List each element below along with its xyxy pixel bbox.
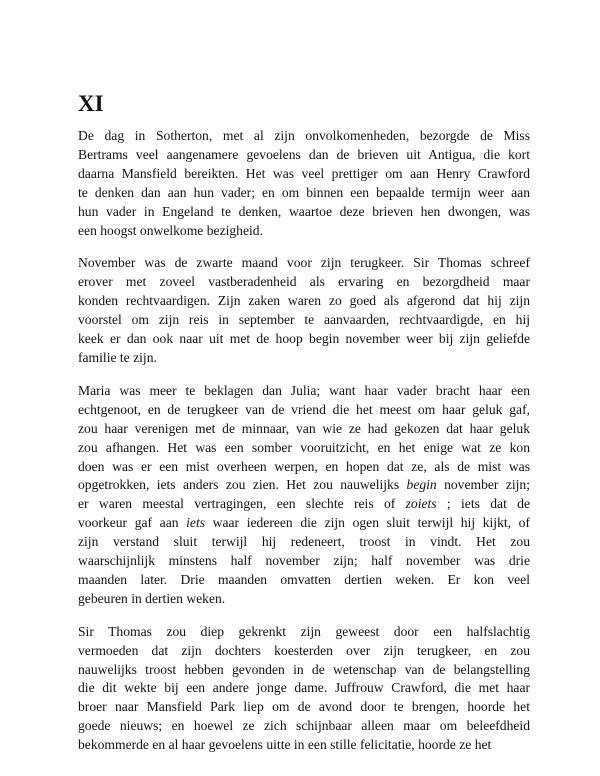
- chapter-body: [78, 127, 530, 755]
- text-line: [78, 590, 530, 609]
- text-run: vermoeden dat zijn dochters koesterden over zijn terugkeer, en zou: [78, 642, 530, 658]
- text-run: Bertrams veel aangenamere gevoelens dan de brieven uit Antigua, die kort: [78, 146, 530, 162]
- text-line: [78, 184, 530, 203]
- text-run: bekommerde en al haar gevoelens uitte in een stille felicitatie, hoorde ze het: [78, 737, 492, 753]
- text-run: November was de zwarte maand voor zijn terugkeer. Sir Thomas schreef: [78, 255, 530, 271]
- paragraph: [78, 382, 530, 609]
- text-line: [78, 382, 530, 401]
- text-line: [78, 495, 530, 514]
- text-line: [78, 292, 530, 311]
- page: [78, 92, 530, 769]
- text-run: opgetrokken, iets anders zou zien. Het zou nauwelijks: [78, 477, 407, 493]
- text-line: [78, 146, 530, 165]
- text-line: [78, 552, 530, 571]
- text-run: doen was er een mist overheen werpen, en hopen dat ze, als de mist was: [78, 458, 530, 474]
- text-line: [78, 642, 530, 661]
- text-line: [78, 203, 530, 222]
- text-run: echtgenoot, en de terugkeer van de vriend die het meest om haar geluk gaf,: [78, 401, 530, 417]
- chapter-title: XI: [78, 91, 104, 116]
- text-line: [78, 349, 530, 368]
- text-run: nauwelijks troost hebben gevonden in de wetenschap van de belangstelling: [78, 661, 530, 677]
- text-run: gebeuren in dertien weken.: [78, 590, 226, 606]
- text-line: [78, 127, 530, 146]
- text-run: De dag in Sotherton, met al zijn onvolkomenheden, bezorgde de Miss: [78, 128, 530, 143]
- text-run: keek er dan ook naar uit met de hoop begin november weer bij zijn geliefde: [78, 331, 530, 347]
- text-run: te denken dan aan hun vader; en om binnen een bepaalde termijn weer aan: [78, 184, 530, 200]
- paragraph: [78, 254, 530, 367]
- text-line: [78, 476, 530, 495]
- text-line: [78, 533, 530, 552]
- paragraph: [78, 127, 530, 240]
- text-run: erover met zoveel vastberadenheid als ervaring en bezorgdheid maar: [78, 274, 530, 290]
- text-run: ; iets dat de: [436, 496, 531, 512]
- text-line: [78, 717, 530, 736]
- text-line: [78, 458, 530, 477]
- text-run: broer naar Mansfield Park liep om de avond door te brengen, hoorde het: [78, 699, 530, 715]
- text-line: [78, 165, 530, 184]
- text-line: [78, 254, 530, 273]
- text-run: waarschijnlijk minstens half november zijn; half november was drie: [78, 553, 530, 569]
- text-line: [78, 514, 530, 533]
- text-run: maanden later. Drie maanden omvatten dertien weken. Er kon veel: [78, 571, 530, 587]
- text-run: daarna Mansfield bereikten. Het was veel prettiger om aan Henry Crawford: [78, 165, 530, 181]
- text-run: goede nieuws; en hoewel ze zich schijnbaar alleen maar om beleefdheid: [78, 718, 530, 734]
- text-line: [78, 661, 530, 680]
- text-run: november zijn;: [436, 477, 530, 493]
- text-line: [78, 401, 530, 420]
- emphasis-text: begin: [406, 477, 437, 493]
- text-line: [78, 736, 530, 755]
- text-line: [78, 679, 530, 698]
- text-run: zou afhangen. Het was een somber vooruitzicht, en het enige wat ze kon: [78, 439, 530, 455]
- text-run: voorstel om zijn reis in september te aanvaarden, rechtvaardigde, en hij: [78, 312, 530, 328]
- text-run: Maria was meer te beklagen dan Julia; want haar vader bracht haar een: [78, 382, 530, 398]
- text-run: zou haar verenigen met de minnaar, van wie ze had gekozen dat haar geluk: [78, 420, 530, 436]
- text-line: [78, 273, 530, 292]
- emphasis-text: iets: [186, 515, 206, 531]
- text-line: [78, 439, 530, 458]
- text-run: voorkeur gaf aan: [78, 515, 187, 531]
- text-line: [78, 330, 530, 349]
- text-run: familie te zijn.: [78, 349, 157, 365]
- text-line: [78, 222, 530, 241]
- text-line: [78, 698, 530, 717]
- text-run: zijn verstand sluit terwijl hij redeneert, troost in vindt. Het zou: [78, 534, 530, 550]
- paragraph: [78, 623, 530, 755]
- text-run: Sir Thomas zou diep gekrenkt zijn geweest door een halfslachtig: [78, 623, 530, 639]
- emphasis-text: zoiets: [405, 496, 437, 512]
- text-line: [78, 420, 530, 439]
- text-run: er waren meestal vertragingen, een slechte reis of: [78, 496, 406, 512]
- text-run: hun vader in Engeland te denken, waartoe deze brieven hen dwongen, was: [78, 203, 530, 219]
- text-run: waar iedereen die zijn ogen sluit terwijl hij kijkt, of: [205, 515, 530, 531]
- text-run: een hoogst onwelkome bezigheid.: [78, 222, 263, 238]
- text-line: [78, 571, 530, 590]
- text-run: konden rechtvaardigen. Zijn zaken waren zo goed als afgerond dat hij zijn: [78, 293, 530, 309]
- text-line: [78, 623, 530, 642]
- text-line: [78, 311, 530, 330]
- text-run: die dit wekte bij een andere jonge dame. Juffrouw Crawford, die met haar: [78, 680, 530, 696]
